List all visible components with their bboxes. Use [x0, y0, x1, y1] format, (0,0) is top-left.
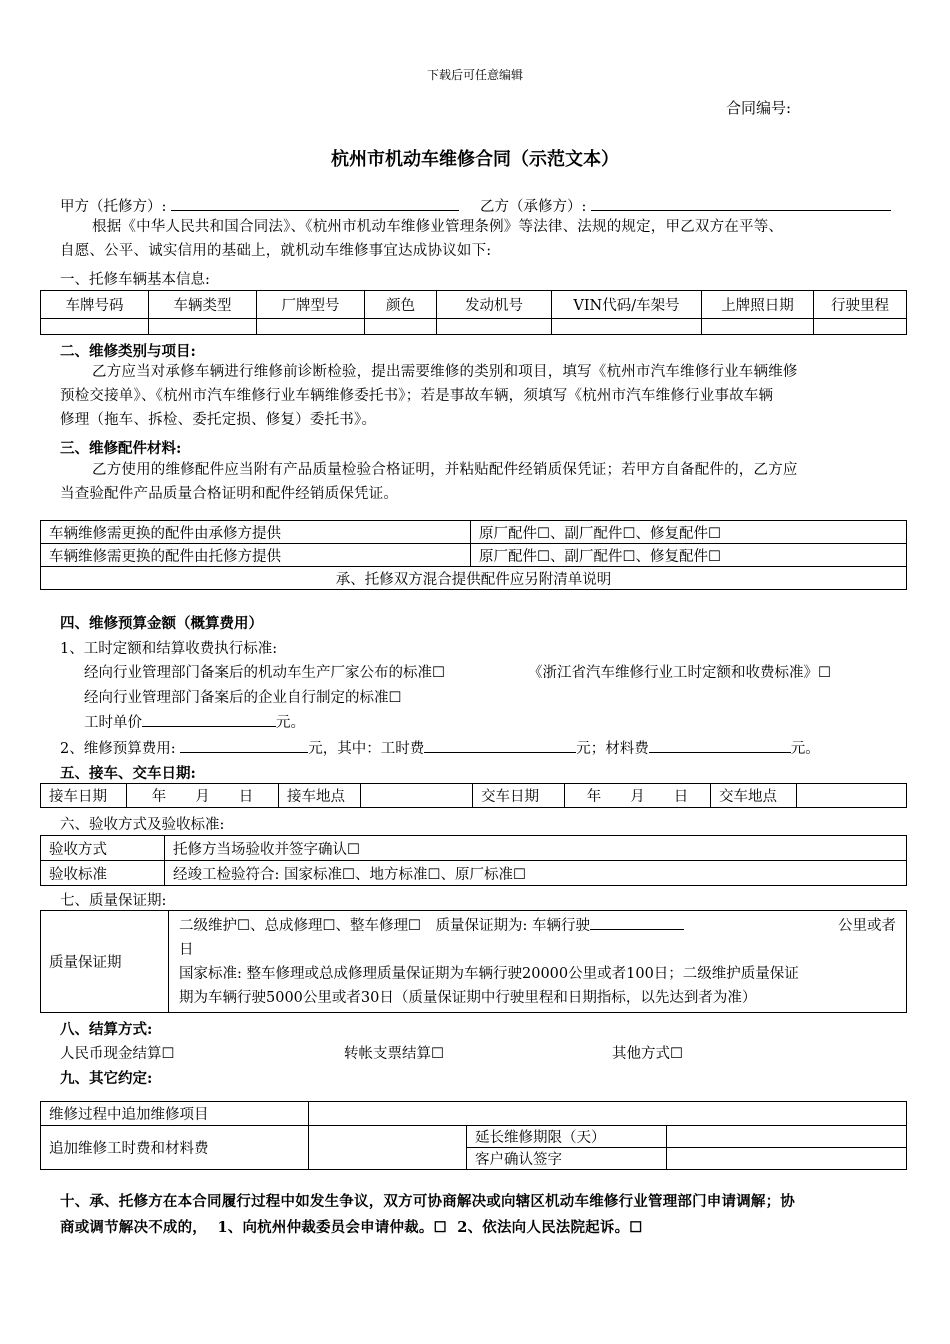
section-8-heading: 八、结算方式: [60, 1021, 153, 1038]
parts-supply-table [40, 520, 907, 590]
warranty-line-1 [179, 914, 896, 938]
additional-items-field[interactable] [309, 1102, 907, 1126]
pickup-date-label: 接车日期 [41, 784, 127, 808]
section-2-paragraph [60, 360, 910, 432]
parts-by-repairer-label: 车辆维修需更换的配件由承修方提供 [41, 521, 471, 544]
cell-brand-model[interactable] [257, 319, 365, 335]
budget-label: 2、维修预算费用: [60, 741, 176, 757]
parts-by-owner-options[interactable]: 原厂配件☐、副厂配件☐、修复配件☐ [471, 544, 907, 567]
document-title: 杭州市机动车维修合同（示范文本） [331, 149, 619, 170]
section-5-heading: 五、接车、交车日期: [60, 765, 196, 782]
header-registration-date: 上牌照日期 [702, 291, 814, 319]
party-b-label: 乙方（承修方）: [480, 199, 587, 215]
acceptance-method-value[interactable]: 托修方当场验收并签字确认☐ [165, 836, 907, 861]
intro-paragraph [60, 215, 910, 263]
warranty-line-4: 期为车辆行驶5000公里或者30日（质量保证期中行驶里程和日期指标，以先达到者为准） [179, 989, 757, 1006]
labor-standard-heading: 1、工时定额和结算收费执行标准: [60, 641, 278, 657]
header-plate-number: 车牌号码 [41, 291, 149, 319]
section-7-heading: 七、质量保证期: [60, 893, 167, 909]
header-color: 颜色 [365, 291, 437, 319]
header-brand-model: 厂牌型号 [257, 291, 365, 319]
section-10-line-2[interactable]: 商或调节解决不成的， 1、向杭州仲裁委员会申请仲裁。☐ 2、依法向人民法院起诉。☐ [60, 1219, 643, 1236]
budget-total-field[interactable] [180, 738, 308, 753]
section-2-heading: 二、维修类别与项目: [60, 343, 196, 360]
additional-cost-label: 追加维修工时费和材料费 [41, 1126, 309, 1170]
pickup-delivery-table [40, 783, 907, 808]
budget-end-unit: 元。 [790, 741, 820, 757]
parts-by-repairer-options[interactable]: 原厂配件☐、副厂配件☐、修复配件☐ [471, 521, 907, 544]
additional-cost-field[interactable] [309, 1126, 467, 1170]
customer-signature-field[interactable] [667, 1148, 907, 1170]
extend-period-field[interactable] [667, 1126, 907, 1148]
section-1-heading: 一、托修车辆基本信息: [60, 272, 210, 288]
contract-number-label: 合同编号: [726, 99, 792, 117]
cell-mileage[interactable] [814, 319, 907, 335]
additional-items-label: 维修过程中追加维修项目 [41, 1102, 309, 1126]
section-2-line-1: 乙方应当对承修车辆进行维修前诊断检验，提出需要维修的类别和项目，填写《杭州市汽车维修行业车辆维修 [92, 364, 798, 380]
labor-standard-option-enterprise[interactable]: 经向行业管理部门备案后的企业自行制定的标准☐ [84, 690, 402, 706]
settlement-check-option[interactable]: 转帐支票结算☐ [344, 1046, 444, 1062]
section-3-heading: 三、维修配件材料: [60, 440, 182, 457]
acceptance-method-label: 验收方式 [41, 836, 165, 861]
header-mileage: 行驶里程 [814, 291, 907, 319]
delivery-date-field[interactable]: 年 月 日 [565, 784, 711, 808]
section-9-heading: 九、其它约定: [60, 1070, 153, 1087]
party-a-label: 甲方（托修方）: [60, 199, 167, 215]
party-a-line [60, 195, 459, 216]
section-6-heading: 六、验收方式及验收标准: [60, 817, 225, 833]
header-vin: VIN代码/车架号 [552, 291, 702, 319]
budget-line [60, 737, 820, 758]
warranty-line-2: 日 [179, 941, 194, 958]
cell-engine-number[interactable] [437, 319, 552, 335]
budget-material-field[interactable] [649, 738, 791, 753]
vehicle-info-table [40, 290, 907, 335]
header-vehicle-type: 车辆类型 [149, 291, 257, 319]
party-b-line [480, 195, 891, 216]
labor-unit-price-unit: 元。 [276, 715, 305, 731]
other-agreements-table [40, 1101, 907, 1170]
budget-labor-field[interactable] [424, 738, 576, 753]
cell-registration-date[interactable] [702, 319, 814, 335]
budget-material-label: 元；材料费 [576, 741, 649, 757]
section-10-paragraph [60, 1189, 920, 1241]
customer-signature-label: 客户确认签字 [467, 1148, 667, 1170]
cell-color[interactable] [365, 319, 437, 335]
delivery-date-label: 交车日期 [473, 784, 565, 808]
party-b-field[interactable] [591, 196, 891, 211]
labor-unit-price-field[interactable] [142, 712, 276, 727]
acceptance-standard-value[interactable]: 经竣工检验符合: 国家标准☐、地方标准☐、原厂标准☐ [165, 861, 907, 886]
intro-line-1: 根据《中华人民共和国合同法》、《杭州市机动车维修业管理条例》等法律、法规的规定，甲乙双方在平等、 [92, 219, 784, 235]
acceptance-table [40, 835, 907, 886]
pickup-place-label: 接车地点 [279, 784, 361, 808]
section-3-paragraph [60, 458, 910, 506]
extend-period-label: 延长维修期限（天） [467, 1126, 667, 1148]
budget-labor-label: 元，其中：工时费 [308, 741, 425, 757]
labor-unit-price-line [84, 711, 305, 732]
party-a-field[interactable] [171, 196, 459, 211]
warranty-label: 质量保证期 [41, 911, 169, 1013]
delivery-place-field[interactable] [797, 784, 907, 808]
delivery-place-label: 交车地点 [711, 784, 797, 808]
warranty-table [40, 910, 907, 1013]
parts-by-owner-label: 车辆维修需更换的配件由托修方提供 [41, 544, 471, 567]
labor-unit-price-label: 工时单价 [84, 715, 142, 731]
warranty-km-suffix: 公里或者 [838, 917, 896, 934]
header-engine-number: 发动机号 [437, 291, 552, 319]
settlement-other-option[interactable]: 其他方式☐ [612, 1046, 683, 1062]
warranty-km-field[interactable] [590, 915, 684, 930]
section-3-line-1: 乙方使用的维修配件应当附有产品质量检验合格证明，并粘贴配件经销质保凭证；若甲方自备配件的，乙方应 [92, 462, 798, 478]
section-10-line-1: 十、承、托修方在本合同履行过程中如发生争议，双方可协商解决或向辖区机动车维修行业管理部门申请调解；协 [60, 1193, 795, 1210]
section-2-line-3: 修理（拖车、拆检、委托定损、修复）委托书》。 [60, 412, 377, 428]
section-3-line-2: 当查验配件产品质量合格证明和配件经销质保凭证。 [60, 486, 399, 502]
pickup-date-field[interactable]: 年 月 日 [127, 784, 279, 808]
cell-vin[interactable] [552, 319, 702, 335]
cell-plate-number[interactable] [41, 319, 149, 335]
pickup-place-field[interactable] [361, 784, 473, 808]
labor-standard-option-zhejiang[interactable]: 《浙江省汽车维修行业工时定额和收费标准》☐ [528, 665, 831, 681]
warranty-line-3: 国家标准: 整车修理或总成修理质量保证期为车辆行驶20000公里或者100日；二级维护质量保证 [179, 965, 799, 982]
warranty-options[interactable]: 二级维护☐、总成修理☐、整车修理☐ 质量保证期为: 车辆行驶 [179, 917, 590, 934]
intro-line-2: 自愿、公平、诚实信用的基础上，就机动车维修事宜达成协议如下: [60, 243, 492, 259]
mixed-parts-note: 承、托修双方混合提供配件应另附清单说明 [41, 567, 907, 590]
section-4-heading: 四、维修预算金额（概算费用） [60, 615, 263, 632]
settlement-cash-option[interactable]: 人民币现金结算☐ [60, 1046, 175, 1062]
section-2-line-2: 预检交接单》、《杭州市汽车维修行业车辆维修委托书》；若是事故车辆，须填写《杭州市汽车维修行业事故车辆 [60, 388, 774, 404]
cell-vehicle-type[interactable] [149, 319, 257, 335]
acceptance-standard-label: 验收标准 [41, 861, 165, 886]
labor-standard-option-manufacturer[interactable]: 经向行业管理部门备案后的机动车生产厂家公布的标准☐ [84, 665, 445, 681]
warranty-content [169, 911, 907, 1013]
editable-note: 下载后可任意编辑 [426, 68, 523, 82]
